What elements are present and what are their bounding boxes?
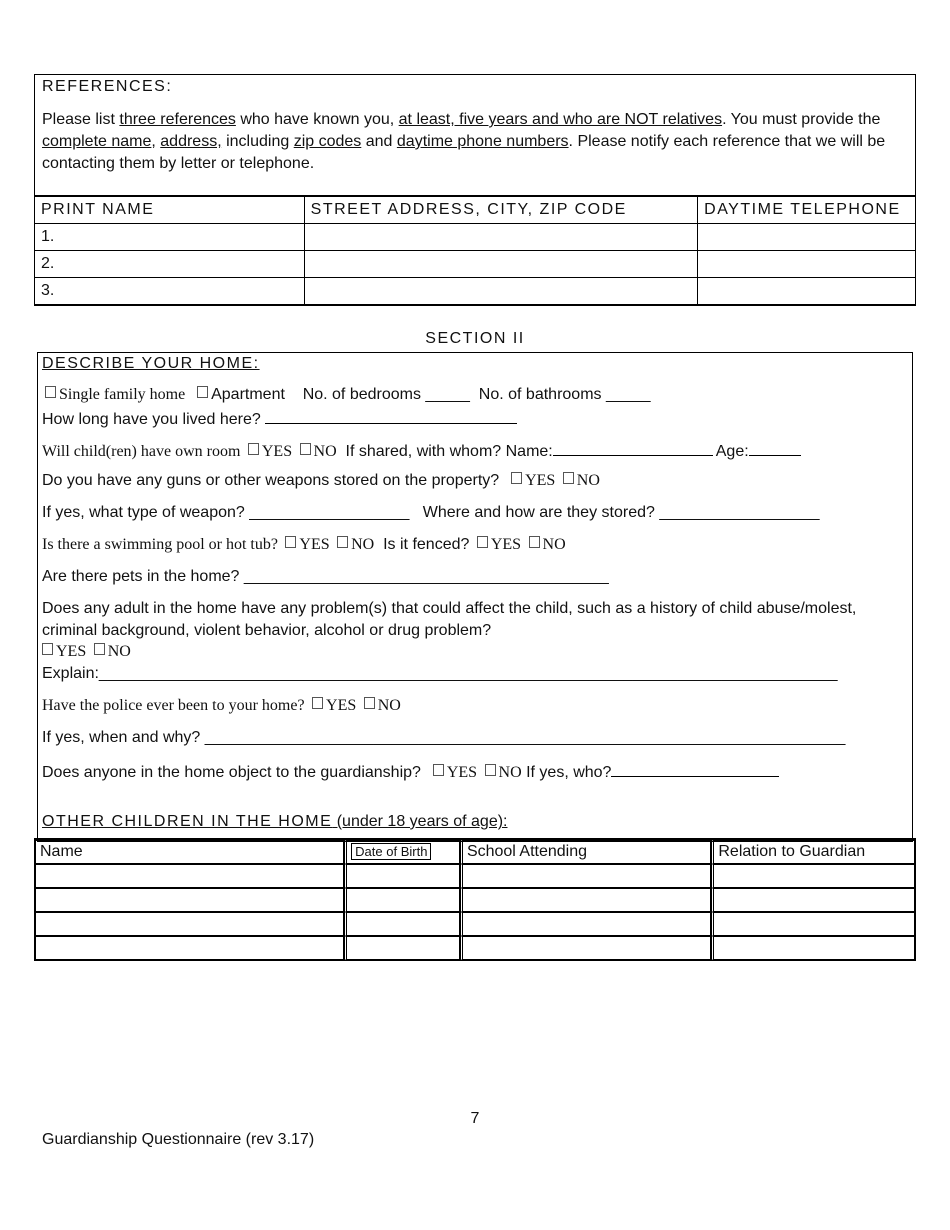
child-school-cell[interactable] xyxy=(460,864,711,888)
reference-address-cell[interactable] xyxy=(304,224,698,251)
explain-row[interactable]: Explain:___________________________________________________________________________________ xyxy=(42,665,838,682)
footer-text: Guardianship Questionnaire (rev 3.17) xyxy=(42,1131,315,1148)
child-school-cell[interactable] xyxy=(460,888,711,912)
pool-row: Is there a swimming pool or hot tub? YES NO Is it fenced? YES NO xyxy=(42,536,566,553)
police-row: Have the police ever been to your home? YES NO xyxy=(42,697,401,714)
guns-row: Do you have any guns or other weapons stored on the property? YES NO xyxy=(42,472,600,489)
column-header-print-name: PRINT NAME xyxy=(35,197,305,224)
how-long-field[interactable] xyxy=(265,408,517,424)
column-header-telephone: DAYTIME TELEPHONE xyxy=(698,197,916,224)
object-who-field[interactable] xyxy=(611,761,779,777)
column-header-name: Name xyxy=(35,840,344,864)
home-title: DESCRIBE YOUR HOME: xyxy=(42,355,260,372)
child-school-cell[interactable] xyxy=(460,912,711,936)
children-title: OTHER CHILDREN IN THE HOME (under 18 years of age): xyxy=(42,813,508,830)
child-name-cell[interactable] xyxy=(35,912,344,936)
problems-yes-checkbox[interactable] xyxy=(42,643,53,655)
child-relation-cell[interactable] xyxy=(711,888,915,912)
child-dob-cell[interactable] xyxy=(344,912,460,936)
problems-row: Does any adult in the home have any problem(s) that could affect the child, such as a history of child abuse/molest, xyxy=(42,600,857,617)
own-room-no-checkbox[interactable] xyxy=(300,443,311,455)
pool-yes-checkbox[interactable] xyxy=(285,536,296,548)
pets-row: Are there pets in the home? _________________________________________ xyxy=(42,568,609,585)
child-school-cell[interactable] xyxy=(460,936,711,960)
reference-name-cell[interactable]: 2. xyxy=(35,251,305,278)
fenced-yes-checkbox[interactable] xyxy=(477,536,488,548)
child-name-cell[interactable] xyxy=(35,888,344,912)
table-row xyxy=(35,912,915,936)
police-why-row[interactable]: If yes, when and why? ________________________________________________________________________ xyxy=(42,729,846,746)
child-dob-cell[interactable] xyxy=(344,864,460,888)
shared-age-field[interactable] xyxy=(749,440,801,456)
object-yes-checkbox[interactable] xyxy=(433,764,444,776)
problems-row-2: criminal background, violent behavior, alcohol or drug problem? xyxy=(42,622,492,639)
police-no-checkbox[interactable] xyxy=(364,697,375,709)
reference-address-cell[interactable] xyxy=(304,251,698,278)
reference-address-cell[interactable] xyxy=(304,278,698,306)
references-instructions: Please list three references who have known you, at least, five years and who are NOT relatives. You must provide the complete name, address, including zip codes and daytime phone numbers. Please notify each reference that we will be contacting them by letter or telephone. xyxy=(42,111,886,172)
table-header-row xyxy=(35,840,915,864)
table-row xyxy=(35,224,916,251)
single-family-checkbox[interactable] xyxy=(45,386,56,398)
reference-phone-cell[interactable] xyxy=(698,224,916,251)
child-dob-cell[interactable] xyxy=(344,888,460,912)
object-no-checkbox[interactable] xyxy=(485,764,496,776)
guns-yes-checkbox[interactable] xyxy=(511,472,522,484)
child-relation-cell[interactable] xyxy=(711,864,915,888)
column-header-school: School Attending xyxy=(460,840,711,864)
own-room-yes-checkbox[interactable] xyxy=(248,443,259,455)
table-row xyxy=(35,864,915,888)
page-number: 7 xyxy=(470,1110,480,1127)
reference-phone-cell[interactable] xyxy=(698,278,916,306)
table-row xyxy=(35,278,916,306)
home-type-row: Single family home Apartment No. of bedrooms _____ No. of bathrooms _____ xyxy=(42,386,650,404)
shared-name-field[interactable] xyxy=(553,440,713,456)
apartment-checkbox[interactable] xyxy=(197,386,208,398)
column-header-relation: Relation to Guardian xyxy=(711,840,915,864)
references-table xyxy=(34,196,916,306)
reference-name-cell[interactable]: 3. xyxy=(35,278,305,306)
child-relation-cell[interactable] xyxy=(711,936,915,960)
object-row: Does anyone in the home object to the guardianship? YES NO If yes, who? xyxy=(42,761,779,782)
reference-phone-cell[interactable] xyxy=(698,251,916,278)
section-title: SECTION II xyxy=(425,330,525,347)
police-yes-checkbox[interactable] xyxy=(312,697,323,709)
how-long-row: How long have you lived here? xyxy=(42,408,517,429)
reference-name-cell[interactable]: 1. xyxy=(35,224,305,251)
table-row xyxy=(35,888,915,912)
table-row xyxy=(35,251,916,278)
problems-yes-no-row: YES NO xyxy=(42,643,131,661)
references-title: REFERENCES: xyxy=(42,78,173,95)
child-name-cell[interactable] xyxy=(35,936,344,960)
table-row xyxy=(35,936,915,960)
pool-no-checkbox[interactable] xyxy=(337,536,348,548)
weapon-type-row: If yes, what type of weapon? __________________ Where and how are they stored? __________________ xyxy=(42,504,820,521)
child-name-cell[interactable] xyxy=(35,864,344,888)
column-header-address: STREET ADDRESS, CITY, ZIP CODE xyxy=(304,197,698,224)
fenced-no-checkbox[interactable] xyxy=(529,536,540,548)
problems-no-checkbox[interactable] xyxy=(94,643,105,655)
child-dob-cell[interactable] xyxy=(344,936,460,960)
guns-no-checkbox[interactable] xyxy=(563,472,574,484)
children-table xyxy=(34,838,916,961)
column-header-dob: Date of Birth xyxy=(344,840,460,864)
own-room-row: Will child(ren) have own room YES NO If shared, with whom? Name: Age: xyxy=(42,440,801,461)
references-box xyxy=(34,74,916,196)
child-relation-cell[interactable] xyxy=(711,912,915,936)
